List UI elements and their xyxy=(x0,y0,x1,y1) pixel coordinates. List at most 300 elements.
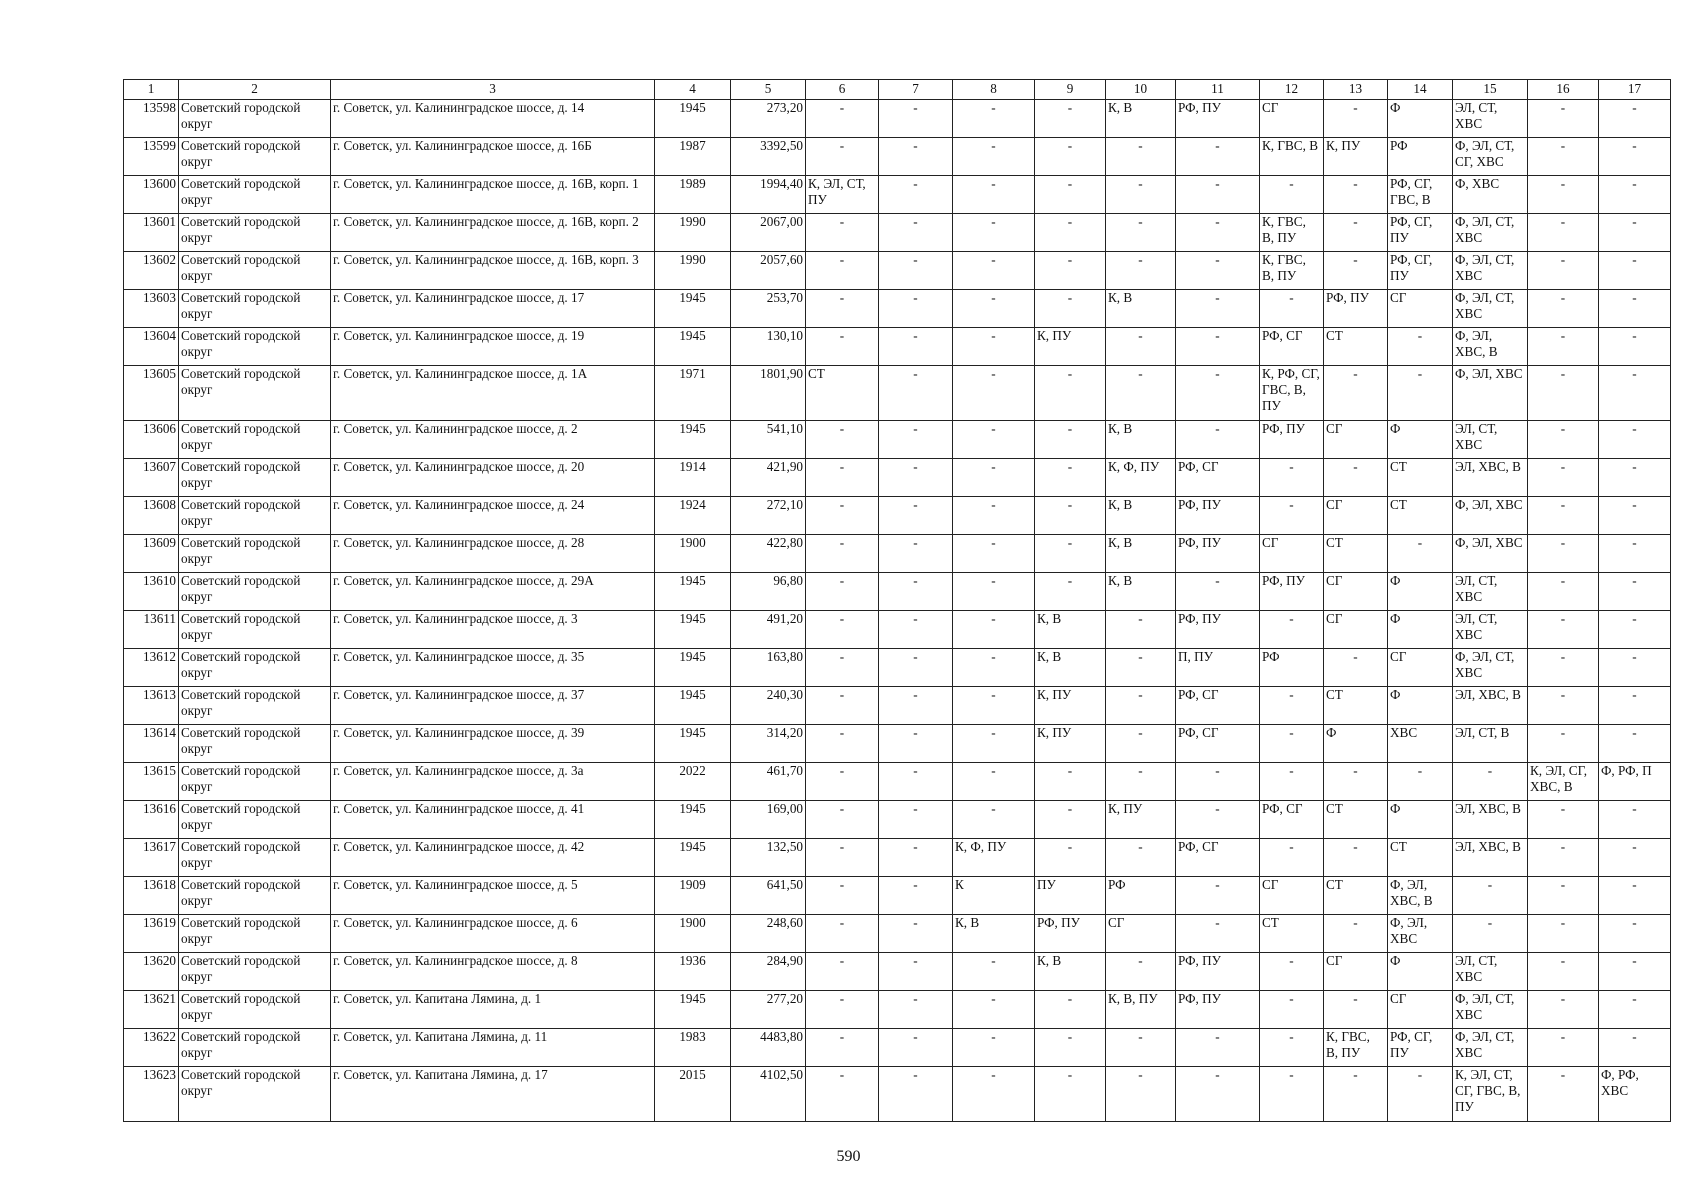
table-cell: - xyxy=(879,611,953,649)
table-cell: Ф, ЭЛ, ХВС xyxy=(1453,497,1528,535)
table-cell: - xyxy=(1599,649,1671,687)
table-cell: 13622 xyxy=(124,1029,179,1067)
table-cell: 13611 xyxy=(124,611,179,649)
table-cell: - xyxy=(1035,421,1106,459)
table-row xyxy=(124,649,1671,687)
table-cell: - xyxy=(879,138,953,176)
col-header: 15 xyxy=(1453,80,1528,100)
col-header: 6 xyxy=(806,80,879,100)
table-cell: - xyxy=(806,290,879,328)
table-cell: Советский городской округ xyxy=(179,366,331,421)
table-cell: Советский городской округ xyxy=(179,839,331,877)
table-cell: - xyxy=(953,214,1035,252)
table-cell: - xyxy=(806,1067,879,1122)
table-cell: 272,10 xyxy=(731,497,806,535)
table-cell: - xyxy=(1599,991,1671,1029)
table-cell: К, ПУ xyxy=(1035,687,1106,725)
table-cell: - xyxy=(1528,459,1599,497)
table-cell: - xyxy=(1528,176,1599,214)
table-cell: - xyxy=(1106,366,1176,421)
table-cell: 1989 xyxy=(655,176,731,214)
table-row xyxy=(124,953,1671,991)
table-cell: 13603 xyxy=(124,290,179,328)
table-cell: Советский городской округ xyxy=(179,252,331,290)
table-cell: - xyxy=(953,497,1035,535)
table-row xyxy=(124,915,1671,953)
table-cell: 13609 xyxy=(124,535,179,573)
table-cell: ХВС xyxy=(1388,725,1453,763)
table-cell: - xyxy=(806,801,879,839)
table-cell: 130,10 xyxy=(731,328,806,366)
table-cell: ЭЛ, СТ, ХВС xyxy=(1453,100,1528,138)
table-cell: - xyxy=(1599,573,1671,611)
table-cell: К, В xyxy=(1106,290,1176,328)
table-cell: г. Советск, ул. Калининградское шоссе, д. 42 xyxy=(331,839,655,877)
table-cell: - xyxy=(1324,100,1388,138)
table-cell: - xyxy=(1324,252,1388,290)
register-table xyxy=(123,79,1671,1122)
table-cell: Советский городской округ xyxy=(179,138,331,176)
table-cell: - xyxy=(879,290,953,328)
table-cell: г. Советск, ул. Калининградское шоссе, д. 1А xyxy=(331,366,655,421)
table-row xyxy=(124,611,1671,649)
table-cell: - xyxy=(1599,725,1671,763)
table-row xyxy=(124,421,1671,459)
table-cell: Советский городской округ xyxy=(179,573,331,611)
table-cell: РФ, ПУ xyxy=(1176,991,1260,1029)
table-cell: Ф, ЭЛ, ХВС xyxy=(1453,535,1528,573)
table-cell: 1801,90 xyxy=(731,366,806,421)
table-cell: - xyxy=(1528,138,1599,176)
table-cell: - xyxy=(953,421,1035,459)
table-cell: РФ, СГ xyxy=(1176,839,1260,877)
table-cell: - xyxy=(879,573,953,611)
table-cell: - xyxy=(1260,459,1324,497)
table-cell: ЭЛ, СТ, ХВС xyxy=(1453,421,1528,459)
table-cell: - xyxy=(879,535,953,573)
col-header: 7 xyxy=(879,80,953,100)
table-cell: г. Советск, ул. Калининградское шоссе, д. 39 xyxy=(331,725,655,763)
table-cell: ПУ xyxy=(1035,877,1106,915)
table-cell: - xyxy=(806,421,879,459)
table-cell: - xyxy=(1599,459,1671,497)
table-cell: - xyxy=(879,176,953,214)
table-row xyxy=(124,763,1671,801)
table-cell: - xyxy=(1388,535,1453,573)
table-cell: СТ xyxy=(1260,915,1324,953)
table-cell: - xyxy=(879,1029,953,1067)
table-cell: К, ГВС, В xyxy=(1260,138,1324,176)
table-row xyxy=(124,991,1671,1029)
table-cell: г. Советск, ул. Капитана Лямина, д. 1 xyxy=(331,991,655,1029)
table-cell: г. Советск, ул. Калининградское шоссе, д. 8 xyxy=(331,953,655,991)
table-row xyxy=(124,839,1671,877)
table-cell: - xyxy=(1528,328,1599,366)
table-cell: ЭЛ, СТ, В xyxy=(1453,725,1528,763)
table-cell: - xyxy=(1035,839,1106,877)
table-cell: 1909 xyxy=(655,877,731,915)
table-cell: - xyxy=(953,290,1035,328)
table-cell: 13610 xyxy=(124,573,179,611)
table-cell: К, Ф, ПУ xyxy=(953,839,1035,877)
table-cell: К, В xyxy=(1106,497,1176,535)
table-cell: - xyxy=(953,801,1035,839)
table-cell: К, В xyxy=(1035,611,1106,649)
table-cell: - xyxy=(1106,687,1176,725)
table-cell: Советский городской округ xyxy=(179,535,331,573)
table-cell: 1945 xyxy=(655,611,731,649)
table-cell: - xyxy=(1388,763,1453,801)
table-cell: 1990 xyxy=(655,252,731,290)
col-header: 16 xyxy=(1528,80,1599,100)
table-cell: - xyxy=(806,649,879,687)
table-cell: Советский городской округ xyxy=(179,877,331,915)
table-cell: 2015 xyxy=(655,1067,731,1122)
table-cell: Ф, РФ, ХВС xyxy=(1599,1067,1671,1122)
table-cell: - xyxy=(953,328,1035,366)
table-cell: СГ xyxy=(1260,100,1324,138)
table-cell: - xyxy=(1035,1029,1106,1067)
table-cell: Ф xyxy=(1388,100,1453,138)
table-cell: - xyxy=(1324,366,1388,421)
table-cell: 1914 xyxy=(655,459,731,497)
table-cell: - xyxy=(1324,839,1388,877)
table-cell: 421,90 xyxy=(731,459,806,497)
table-cell: СГ xyxy=(1260,535,1324,573)
table-cell: ЭЛ, ХВС, В xyxy=(1453,839,1528,877)
table-cell: 422,80 xyxy=(731,535,806,573)
table-cell: 1945 xyxy=(655,687,731,725)
table-cell: - xyxy=(1388,1067,1453,1122)
table-cell: 13614 xyxy=(124,725,179,763)
table-cell: 2057,60 xyxy=(731,252,806,290)
table-cell: - xyxy=(1528,290,1599,328)
table-cell: - xyxy=(1599,252,1671,290)
table-cell: 13606 xyxy=(124,421,179,459)
table-cell: ЭЛ, ХВС, В xyxy=(1453,801,1528,839)
table-cell: - xyxy=(1106,328,1176,366)
table-cell: РФ xyxy=(1260,649,1324,687)
table-cell: - xyxy=(1035,763,1106,801)
table-cell: РФ, СГ, ПУ xyxy=(1388,1029,1453,1067)
table-cell: СТ xyxy=(1388,497,1453,535)
table-cell: 1945 xyxy=(655,839,731,877)
table-cell: - xyxy=(1035,138,1106,176)
table-cell: СГ xyxy=(1260,877,1324,915)
table-cell: Ф xyxy=(1388,421,1453,459)
table-cell: г. Советск, ул. Калининградское шоссе, д. 28 xyxy=(331,535,655,573)
table-cell: 132,50 xyxy=(731,839,806,877)
table-cell: - xyxy=(806,991,879,1029)
table-cell: РФ, СГ xyxy=(1176,725,1260,763)
table-cell: - xyxy=(1528,1067,1599,1122)
table-cell: - xyxy=(1035,535,1106,573)
table-cell: РФ, СГ, ПУ xyxy=(1388,252,1453,290)
table-cell: 461,70 xyxy=(731,763,806,801)
table-cell: РФ xyxy=(1388,138,1453,176)
table-cell: - xyxy=(1599,176,1671,214)
table-cell: - xyxy=(1388,328,1453,366)
table-cell: - xyxy=(1599,328,1671,366)
table-cell: 2022 xyxy=(655,763,731,801)
table-cell: г. Советск, ул. Калининградское шоссе, д. 20 xyxy=(331,459,655,497)
table-cell: - xyxy=(1453,877,1528,915)
table-cell: - xyxy=(1035,1067,1106,1122)
table-cell: К, В xyxy=(1035,953,1106,991)
table-cell: - xyxy=(1528,801,1599,839)
table-row xyxy=(124,459,1671,497)
table-cell: - xyxy=(953,611,1035,649)
table-body xyxy=(124,100,1671,1122)
table-cell: Советский городской округ xyxy=(179,176,331,214)
table-cell: г. Советск, ул. Калининградское шоссе, д. 16Б xyxy=(331,138,655,176)
table-cell: РФ xyxy=(1106,877,1176,915)
table-cell: 1971 xyxy=(655,366,731,421)
table-cell: - xyxy=(953,366,1035,421)
table-cell: - xyxy=(953,573,1035,611)
table-cell: К xyxy=(953,877,1035,915)
table-cell: - xyxy=(1260,1067,1324,1122)
table-cell: - xyxy=(879,100,953,138)
table-cell: Ф, ЭЛ, СТ, СГ, ХВС xyxy=(1453,138,1528,176)
table-cell: - xyxy=(1176,1067,1260,1122)
table-cell: 96,80 xyxy=(731,573,806,611)
table-cell: РФ, СГ, ПУ xyxy=(1388,214,1453,252)
table-cell: - xyxy=(1324,649,1388,687)
table-cell: СГ xyxy=(1388,290,1453,328)
table-cell: - xyxy=(1260,497,1324,535)
table-cell: 13599 xyxy=(124,138,179,176)
table-cell: 1987 xyxy=(655,138,731,176)
table-cell: - xyxy=(1599,953,1671,991)
table-cell: - xyxy=(879,649,953,687)
table-cell: - xyxy=(1599,138,1671,176)
table-cell: - xyxy=(1176,176,1260,214)
table-row xyxy=(124,100,1671,138)
table-cell: г. Советск, ул. Калининградское шоссе, д. 17 xyxy=(331,290,655,328)
table-cell: - xyxy=(1035,991,1106,1029)
table-cell: - xyxy=(1324,459,1388,497)
table-cell: К, РФ, СГ, ГВС, В, ПУ xyxy=(1260,366,1324,421)
table-cell: СГ xyxy=(1388,649,1453,687)
table-cell: - xyxy=(1324,763,1388,801)
table-cell: - xyxy=(1106,611,1176,649)
table-cell: - xyxy=(953,687,1035,725)
table-cell: 163,80 xyxy=(731,649,806,687)
col-header: 17 xyxy=(1599,80,1671,100)
table-cell: 1994,40 xyxy=(731,176,806,214)
table-cell: РФ, ПУ xyxy=(1176,100,1260,138)
table-cell: - xyxy=(1528,573,1599,611)
table-cell: - xyxy=(806,687,879,725)
table-cell: - xyxy=(953,1067,1035,1122)
table-cell: - xyxy=(879,214,953,252)
table-cell: 13608 xyxy=(124,497,179,535)
table-cell: Ф xyxy=(1388,611,1453,649)
table-cell: - xyxy=(953,763,1035,801)
table-cell: - xyxy=(1035,497,1106,535)
table-cell: - xyxy=(1176,252,1260,290)
table-cell: - xyxy=(1106,214,1176,252)
table-cell: - xyxy=(1176,573,1260,611)
table-row xyxy=(124,573,1671,611)
table-cell: - xyxy=(879,839,953,877)
table-cell: - xyxy=(1106,953,1176,991)
table-cell: - xyxy=(1176,763,1260,801)
table-cell: - xyxy=(1599,535,1671,573)
table-cell: - xyxy=(806,953,879,991)
table-cell: 13620 xyxy=(124,953,179,991)
table-cell: К, ПУ xyxy=(1035,328,1106,366)
table-cell: - xyxy=(1176,328,1260,366)
table-cell: - xyxy=(1528,839,1599,877)
table-cell: Ф, ЭЛ, СТ, ХВС xyxy=(1453,290,1528,328)
table-cell: 13612 xyxy=(124,649,179,687)
table-cell: Советский городской округ xyxy=(179,915,331,953)
table-cell: РФ, СГ xyxy=(1176,459,1260,497)
table-cell: СГ xyxy=(1324,573,1388,611)
table-cell: К, В, ПУ xyxy=(1106,991,1176,1029)
table-cell: - xyxy=(806,252,879,290)
table-cell: - xyxy=(1528,497,1599,535)
table-cell: г. Советск, ул. Калининградское шоссе, д. 3 xyxy=(331,611,655,649)
table-cell: РФ, ПУ xyxy=(1176,497,1260,535)
table-cell: Советский городской округ xyxy=(179,328,331,366)
table-cell: - xyxy=(1106,725,1176,763)
table-row xyxy=(124,1029,1671,1067)
col-header: 12 xyxy=(1260,80,1324,100)
table-cell: - xyxy=(953,100,1035,138)
table-cell: - xyxy=(1599,497,1671,535)
table-cell: СГ xyxy=(1388,991,1453,1029)
table-cell: - xyxy=(1528,535,1599,573)
table-cell: РФ, ПУ xyxy=(1260,421,1324,459)
table-cell: Советский городской округ xyxy=(179,1067,331,1122)
table-row xyxy=(124,687,1671,725)
table-cell: - xyxy=(953,459,1035,497)
col-header: 5 xyxy=(731,80,806,100)
table-cell: - xyxy=(1599,214,1671,252)
table-cell: - xyxy=(806,100,879,138)
table-cell: РФ, ПУ xyxy=(1176,611,1260,649)
table-cell: 13616 xyxy=(124,801,179,839)
table-cell: - xyxy=(879,763,953,801)
table-cell: - xyxy=(1324,915,1388,953)
table-cell: 3392,50 xyxy=(731,138,806,176)
table-cell: - xyxy=(1176,421,1260,459)
table-cell: СГ xyxy=(1324,497,1388,535)
table-cell: Ф, ЭЛ, СТ, ХВС xyxy=(1453,252,1528,290)
table-cell: - xyxy=(879,252,953,290)
table-cell: г. Советск, ул. Калининградское шоссе, д. 5 xyxy=(331,877,655,915)
table-cell: - xyxy=(1599,421,1671,459)
table-cell: К, ГВС, В, ПУ xyxy=(1260,214,1324,252)
table-cell: К, В xyxy=(1035,649,1106,687)
table-cell: - xyxy=(806,915,879,953)
table-cell: Ф, ЭЛ, ХВС xyxy=(1388,915,1453,953)
table-cell: 491,20 xyxy=(731,611,806,649)
table-cell: Советский городской округ xyxy=(179,763,331,801)
table-row xyxy=(124,497,1671,535)
table-cell: - xyxy=(1599,839,1671,877)
table-cell: г. Советск, ул. Капитана Лямина, д. 17 xyxy=(331,1067,655,1122)
table-cell: Советский городской округ xyxy=(179,801,331,839)
table-cell: Советский городской округ xyxy=(179,100,331,138)
table-cell: 13602 xyxy=(124,252,179,290)
table-cell: К, В xyxy=(1106,535,1176,573)
table-cell: 1945 xyxy=(655,100,731,138)
table-cell: 1900 xyxy=(655,915,731,953)
table-cell: - xyxy=(1599,801,1671,839)
table-cell: - xyxy=(1106,252,1176,290)
table-cell: - xyxy=(1528,100,1599,138)
table-cell: г. Советск, ул. Калининградское шоссе, д. 29А xyxy=(331,573,655,611)
table-cell: 1983 xyxy=(655,1029,731,1067)
column-number-header xyxy=(124,80,1671,100)
table-cell: - xyxy=(806,138,879,176)
table-cell: - xyxy=(1324,991,1388,1029)
table-cell: - xyxy=(1176,366,1260,421)
table-cell: - xyxy=(953,991,1035,1029)
table-cell: К, В xyxy=(1106,421,1176,459)
table-cell: - xyxy=(806,725,879,763)
table-cell: 1945 xyxy=(655,649,731,687)
table-cell: - xyxy=(879,991,953,1029)
table-row xyxy=(124,535,1671,573)
table-cell: - xyxy=(879,497,953,535)
table-cell: РФ, ПУ xyxy=(1324,290,1388,328)
table-cell: - xyxy=(806,1029,879,1067)
table-cell: Ф, ЭЛ, ХВС, В xyxy=(1388,877,1453,915)
table-cell: - xyxy=(806,611,879,649)
table-cell: РФ, СГ xyxy=(1260,328,1324,366)
table-cell: 13623 xyxy=(124,1067,179,1122)
table-cell: Ф, РФ, П xyxy=(1599,763,1671,801)
table-cell: - xyxy=(879,459,953,497)
table-cell: 1945 xyxy=(655,725,731,763)
table-cell: - xyxy=(953,138,1035,176)
table-cell: 13605 xyxy=(124,366,179,421)
table-cell: СТ xyxy=(1324,328,1388,366)
table-cell: - xyxy=(1260,611,1324,649)
table-cell: ЭЛ, СТ, ХВС xyxy=(1453,611,1528,649)
table-cell: Советский городской округ xyxy=(179,459,331,497)
table-cell: - xyxy=(1599,366,1671,421)
table-cell: - xyxy=(1453,915,1528,953)
table-cell: Советский городской округ xyxy=(179,687,331,725)
table-cell: - xyxy=(1528,687,1599,725)
table-cell: - xyxy=(1035,573,1106,611)
table-cell: Ф xyxy=(1324,725,1388,763)
table-cell: - xyxy=(1388,366,1453,421)
table-cell: К, ЭЛ, СГ, ХВС, В xyxy=(1528,763,1599,801)
table-cell: ЭЛ, СТ, ХВС xyxy=(1453,573,1528,611)
table-row xyxy=(124,214,1671,252)
table-cell: 2067,00 xyxy=(731,214,806,252)
table-cell: - xyxy=(1260,725,1324,763)
table-cell: - xyxy=(1106,138,1176,176)
table-row xyxy=(124,801,1671,839)
table-cell: Советский городской округ xyxy=(179,290,331,328)
table-cell: - xyxy=(806,328,879,366)
table-cell: 1945 xyxy=(655,801,731,839)
table-cell: Советский городской округ xyxy=(179,991,331,1029)
col-header: 1 xyxy=(124,80,179,100)
table-cell: г. Советск, ул. Калининградское шоссе, д. 19 xyxy=(331,328,655,366)
table-cell: - xyxy=(879,801,953,839)
table-cell: - xyxy=(1176,214,1260,252)
table-row xyxy=(124,290,1671,328)
